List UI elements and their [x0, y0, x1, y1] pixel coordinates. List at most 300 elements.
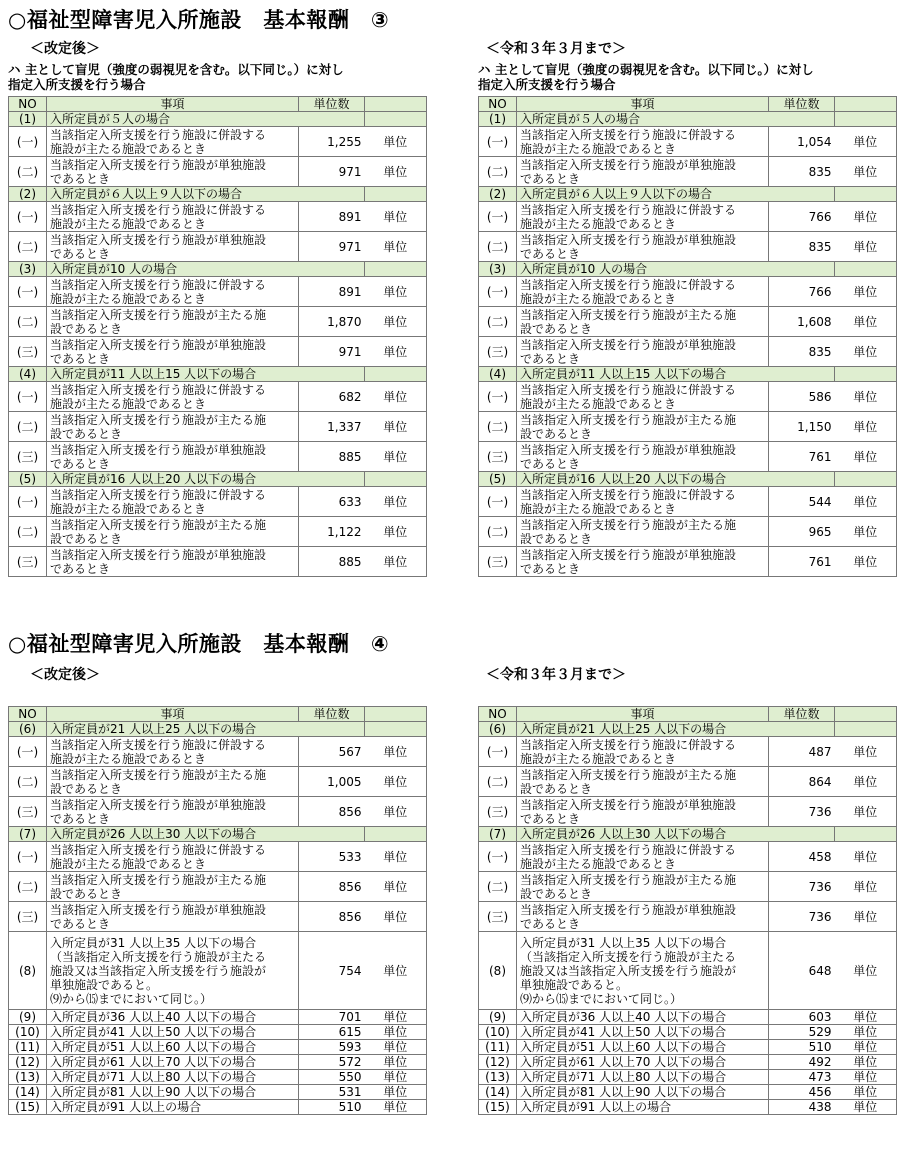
row-no: (二) — [479, 767, 517, 797]
row-unit-label: 単位 — [365, 1010, 427, 1025]
table-row — [479, 842, 897, 872]
row-description: 当該指定入所支援を行う施設に併設する 施設が主たる施設であるとき — [517, 202, 769, 232]
row-no: (14) — [479, 1085, 517, 1100]
group-blank — [835, 367, 897, 382]
table-row — [9, 442, 427, 472]
row-unit-label: 単位 — [365, 1085, 427, 1100]
row-unit-label: 単位 — [365, 1025, 427, 1040]
row-unit-count: 487 — [769, 737, 835, 767]
row-unit-label: 単位 — [835, 337, 897, 367]
table-row — [479, 202, 897, 232]
group-header-row — [9, 187, 427, 202]
group-no: (3) — [479, 262, 517, 277]
section3-caption-after — [8, 62, 344, 92]
group-blank — [835, 262, 897, 277]
table-row — [9, 382, 427, 412]
group-blank — [835, 187, 897, 202]
row-unit-label: 単位 — [365, 932, 427, 1010]
row-unit-count: 701 — [299, 1010, 365, 1025]
table-row — [479, 767, 897, 797]
row-no: (二) — [9, 412, 47, 442]
table-row — [9, 487, 427, 517]
group-blank — [835, 472, 897, 487]
col-header-units: 単位数 — [769, 97, 835, 112]
section4-before-label: ＜令和３年３月まで＞ — [486, 667, 626, 683]
col-header-units: 単位数 — [299, 97, 365, 112]
table-row — [479, 517, 897, 547]
row-unit-label: 単位 — [835, 202, 897, 232]
group-no: (6) — [479, 722, 517, 737]
col-header-item: 事項 — [517, 97, 769, 112]
row-unit-label: 単位 — [365, 902, 427, 932]
row-unit-label: 単位 — [365, 232, 427, 262]
table-row — [9, 232, 427, 262]
table-row — [9, 902, 427, 932]
col-header-item: 事項 — [47, 707, 299, 722]
table-row — [479, 547, 897, 577]
row-description: 当該指定入所支援を行う施設が主たる施 設であるとき — [517, 767, 769, 797]
row-unit-label: 単位 — [835, 412, 897, 442]
row-description: 当該指定入所支援を行う施設が単独施設 であるとき — [517, 157, 769, 187]
table-row — [479, 412, 897, 442]
table-row — [9, 767, 427, 797]
table-row — [9, 277, 427, 307]
section4-title: ○福祉型障害児入所施設 基本報酬 ④ — [8, 632, 390, 656]
row-no: (三) — [479, 442, 517, 472]
row-unit-label: 単位 — [365, 307, 427, 337]
row-unit-count: 856 — [299, 902, 365, 932]
caption-line: 指定入所支援を行う場合 — [478, 77, 616, 92]
table-row — [9, 157, 427, 187]
group-no: (5) — [9, 472, 47, 487]
section4-after-table — [8, 706, 427, 1115]
row-unit-count: 761 — [769, 547, 835, 577]
caption-line: ハ 主として盲児（強度の弱視児を含む。以下同じ。）に対し — [8, 62, 344, 77]
table-row — [479, 1025, 897, 1040]
row-unit-count: 1,122 — [299, 517, 365, 547]
table-row — [9, 1010, 427, 1025]
row-unit-count: 835 — [769, 337, 835, 367]
row-no: (三) — [479, 337, 517, 367]
row-no: (一) — [9, 487, 47, 517]
row-unit-count: 965 — [769, 517, 835, 547]
row-no: (三) — [9, 547, 47, 577]
row-no: (一) — [479, 737, 517, 767]
group-no: (1) — [9, 112, 47, 127]
row-unit-label: 単位 — [365, 842, 427, 872]
row-description: 当該指定入所支援を行う施設に併設する 施設が主たる施設であるとき — [47, 737, 299, 767]
row-description: 入所定員が51 人以上60 人以下の場合 — [47, 1040, 299, 1055]
row-description: 当該指定入所支援を行う施設が単独施設 であるとき — [47, 902, 299, 932]
row-unit-count: 1,054 — [769, 127, 835, 157]
group-blank — [365, 472, 427, 487]
table-row — [9, 127, 427, 157]
row-unit-label: 単位 — [835, 797, 897, 827]
group-no: (2) — [9, 187, 47, 202]
table-row — [479, 1010, 897, 1025]
group-label: 入所定員が21 人以上25 人以下の場合 — [47, 722, 365, 737]
group-blank — [835, 827, 897, 842]
row-unit-count: 544 — [769, 487, 835, 517]
row-unit-count: 971 — [299, 157, 365, 187]
row-no: (三) — [9, 797, 47, 827]
row-no: (10) — [479, 1025, 517, 1040]
row-unit-label: 単位 — [365, 157, 427, 187]
table-row — [479, 872, 897, 902]
row-unit-label: 単位 — [835, 1100, 897, 1115]
row-unit-count: 761 — [769, 442, 835, 472]
group-label: 入所定員が５人の場合 — [47, 112, 365, 127]
row-no: (一) — [479, 277, 517, 307]
row-description: 入所定員が81 人以上90 人以下の場合 — [517, 1085, 769, 1100]
row-unit-count: 456 — [769, 1085, 835, 1100]
row-no: (二) — [9, 517, 47, 547]
row-unit-count: 736 — [769, 902, 835, 932]
row-unit-count: 458 — [769, 842, 835, 872]
row-unit-label: 単位 — [835, 1040, 897, 1055]
col-header-blank — [835, 707, 897, 722]
row-unit-label: 単位 — [365, 442, 427, 472]
row-description: 当該指定入所支援を行う施設が主たる施 設であるとき — [47, 872, 299, 902]
caption-line: 指定入所支援を行う場合 — [8, 77, 146, 92]
table-row — [479, 307, 897, 337]
row-description: 当該指定入所支援を行う施設に併設する 施設が主たる施設であるとき — [47, 382, 299, 412]
col-header-blank — [365, 97, 427, 112]
group-no: (4) — [479, 367, 517, 382]
group-label: 入所定員が16 人以上20 人以下の場合 — [47, 472, 365, 487]
table-row — [9, 1070, 427, 1085]
row-no: (8) — [479, 932, 517, 1010]
group-no: (6) — [9, 722, 47, 737]
row-unit-count: 1,005 — [299, 767, 365, 797]
row-description: 入所定員が71 人以上80 人以下の場合 — [47, 1070, 299, 1085]
table-row — [9, 737, 427, 767]
group-header-row — [479, 722, 897, 737]
row-description: 当該指定入所支援を行う施設が単独施設 であるとき — [47, 442, 299, 472]
row-unit-label: 単位 — [365, 337, 427, 367]
group-header-row — [9, 722, 427, 737]
table-row — [9, 337, 427, 367]
group-label: 入所定員が６人以上９人以下の場合 — [47, 187, 365, 202]
row-description: 入所定員が41 人以上50 人以下の場合 — [517, 1025, 769, 1040]
group-no: (7) — [9, 827, 47, 842]
table-row — [9, 1055, 427, 1070]
row-unit-count: 586 — [769, 382, 835, 412]
row-unit-label: 単位 — [365, 487, 427, 517]
table-row — [479, 277, 897, 307]
row-unit-label: 単位 — [835, 737, 897, 767]
table-row — [9, 842, 427, 872]
header-row — [479, 97, 897, 112]
row-description: 当該指定入所支援を行う施設が単独施設 であるとき — [47, 157, 299, 187]
row-no: (二) — [9, 767, 47, 797]
table-row — [479, 157, 897, 187]
row-description: 入所定員が71 人以上80 人以下の場合 — [517, 1070, 769, 1085]
row-unit-count: 572 — [299, 1055, 365, 1070]
row-no: (二) — [9, 157, 47, 187]
row-no: (一) — [479, 487, 517, 517]
row-unit-count: 682 — [299, 382, 365, 412]
row-no: (一) — [9, 737, 47, 767]
group-header-row — [479, 112, 897, 127]
row-unit-count: 510 — [299, 1100, 365, 1115]
row-unit-count: 835 — [769, 157, 835, 187]
row-unit-label: 単位 — [835, 902, 897, 932]
group-header-row — [9, 367, 427, 382]
group-no: (7) — [479, 827, 517, 842]
row-no: (二) — [479, 232, 517, 262]
row-unit-count: 615 — [299, 1025, 365, 1040]
row-description: 入所定員が31 人以上35 人以下の場合 （当該指定入所支援を行う施設が主たる 施設又は当該指定入所支援を行う施設が 単独施設であると。 ⑼から⒂までにおいて同じ。） — [47, 932, 299, 1010]
group-label: 入所定員が６人以上９人以下の場合 — [517, 187, 835, 202]
row-description: 当該指定入所支援を行う施設が単独施設 であるとき — [47, 232, 299, 262]
row-unit-label: 単位 — [835, 1085, 897, 1100]
section3-caption-before — [478, 62, 814, 92]
row-description: 入所定員が91 人以上の場合 — [517, 1100, 769, 1115]
section3-before-label: ＜令和３年３月まで＞ — [486, 41, 626, 57]
table-row — [479, 487, 897, 517]
group-header-row — [9, 262, 427, 277]
row-description: 入所定員が91 人以上の場合 — [47, 1100, 299, 1115]
table-row — [9, 1085, 427, 1100]
row-no: (二) — [479, 157, 517, 187]
row-unit-label: 単位 — [835, 1055, 897, 1070]
table-row — [9, 202, 427, 232]
section3-after-label: ＜改定後＞ — [30, 41, 100, 57]
group-blank — [365, 112, 427, 127]
row-no: (一) — [479, 127, 517, 157]
col-header-no: NO — [479, 707, 517, 722]
row-no: (10) — [9, 1025, 47, 1040]
row-description: 当該指定入所支援を行う施設に併設する 施設が主たる施設であるとき — [47, 202, 299, 232]
row-unit-count: 492 — [769, 1055, 835, 1070]
row-unit-count: 891 — [299, 202, 365, 232]
row-no: (一) — [479, 842, 517, 872]
group-label: 入所定員が11 人以上15 人以下の場合 — [47, 367, 365, 382]
col-header-units: 単位数 — [769, 707, 835, 722]
row-unit-count: 1,150 — [769, 412, 835, 442]
row-description: 当該指定入所支援を行う施設が主たる施 設であるとき — [517, 517, 769, 547]
group-header-row — [479, 367, 897, 382]
row-no: (一) — [9, 842, 47, 872]
row-unit-count: 438 — [769, 1100, 835, 1115]
row-no: (8) — [9, 932, 47, 1010]
table-row — [9, 797, 427, 827]
table-row — [479, 737, 897, 767]
row-no: (一) — [9, 127, 47, 157]
row-unit-label: 単位 — [365, 797, 427, 827]
row-description: 当該指定入所支援を行う施設に併設する 施設が主たる施設であるとき — [47, 487, 299, 517]
row-unit-count: 531 — [299, 1085, 365, 1100]
table-row — [9, 307, 427, 337]
row-unit-count: 754 — [299, 932, 365, 1010]
section3-before-table — [478, 96, 897, 577]
row-no: (一) — [479, 202, 517, 232]
row-description: 当該指定入所支援を行う施設が単独施設 であるとき — [47, 337, 299, 367]
row-description: 入所定員が31 人以上35 人以下の場合 （当該指定入所支援を行う施設が主たる 施設又は当該指定入所支援を行う施設が 単独施設であると。 ⑼から⒂までにおいて同じ。） — [517, 932, 769, 1010]
row-unit-label: 単位 — [835, 232, 897, 262]
row-description: 入所定員が41 人以上50 人以下の場合 — [47, 1025, 299, 1040]
row-description: 入所定員が81 人以上90 人以下の場合 — [47, 1085, 299, 1100]
row-unit-label: 単位 — [835, 487, 897, 517]
row-description: 当該指定入所支援を行う施設に併設する 施設が主たる施設であるとき — [517, 737, 769, 767]
group-header-row — [479, 187, 897, 202]
row-no: (一) — [9, 202, 47, 232]
row-description: 当該指定入所支援を行う施設に併設する 施設が主たる施設であるとき — [47, 277, 299, 307]
row-unit-count: 593 — [299, 1040, 365, 1055]
row-description: 当該指定入所支援を行う施設が単独施設 であるとき — [517, 797, 769, 827]
section3-title: ○福祉型障害児入所施設 基本報酬 ③ — [8, 8, 390, 32]
row-no: (15) — [9, 1100, 47, 1115]
group-no: (5) — [479, 472, 517, 487]
table-row — [9, 932, 427, 1010]
row-unit-count: 550 — [299, 1070, 365, 1085]
table-row — [479, 337, 897, 367]
table-row — [9, 1100, 427, 1115]
row-no: (三) — [9, 902, 47, 932]
col-header-units: 単位数 — [299, 707, 365, 722]
group-blank — [835, 112, 897, 127]
group-blank — [365, 722, 427, 737]
table-row — [479, 1055, 897, 1070]
row-unit-label: 単位 — [835, 1010, 897, 1025]
row-unit-count: 971 — [299, 337, 365, 367]
row-unit-label: 単位 — [365, 547, 427, 577]
row-unit-count: 835 — [769, 232, 835, 262]
row-unit-label: 単位 — [835, 382, 897, 412]
group-label: 入所定員が26 人以上30 人以下の場合 — [517, 827, 835, 842]
row-unit-label: 単位 — [835, 1070, 897, 1085]
row-no: (二) — [9, 232, 47, 262]
row-unit-count: 856 — [299, 872, 365, 902]
row-unit-label: 単位 — [835, 842, 897, 872]
col-header-no: NO — [9, 97, 47, 112]
table-row — [479, 902, 897, 932]
col-header-item: 事項 — [47, 97, 299, 112]
row-unit-count: 864 — [769, 767, 835, 797]
table-row — [479, 1085, 897, 1100]
row-description: 当該指定入所支援を行う施設に併設する 施設が主たる施設であるとき — [517, 382, 769, 412]
group-header-row — [479, 472, 897, 487]
row-unit-count: 1,870 — [299, 307, 365, 337]
row-unit-count: 603 — [769, 1010, 835, 1025]
row-no: (11) — [9, 1040, 47, 1055]
section4-after-label: ＜改定後＞ — [30, 667, 100, 683]
group-label: 入所定員が５人の場合 — [517, 112, 835, 127]
row-no: (三) — [9, 442, 47, 472]
row-unit-count: 510 — [769, 1040, 835, 1055]
row-unit-label: 単位 — [835, 157, 897, 187]
row-unit-count: 529 — [769, 1025, 835, 1040]
group-no: (2) — [479, 187, 517, 202]
row-unit-count: 736 — [769, 872, 835, 902]
row-description: 当該指定入所支援を行う施設に併設する 施設が主たる施設であるとき — [517, 127, 769, 157]
group-no: (3) — [9, 262, 47, 277]
row-description: 入所定員が61 人以上70 人以下の場合 — [47, 1055, 299, 1070]
header-row — [479, 707, 897, 722]
group-label: 入所定員が26 人以上30 人以下の場合 — [47, 827, 365, 842]
row-description: 当該指定入所支援を行う施設が単独施設 であるとき — [517, 547, 769, 577]
row-no: (9) — [479, 1010, 517, 1025]
row-no: (二) — [479, 517, 517, 547]
row-no: (三) — [479, 797, 517, 827]
row-no: (三) — [479, 547, 517, 577]
table-row — [479, 932, 897, 1010]
row-description: 当該指定入所支援を行う施設が主たる施 設であるとき — [47, 767, 299, 797]
row-description: 当該指定入所支援を行う施設に併設する 施設が主たる施設であるとき — [517, 277, 769, 307]
group-no: (4) — [9, 367, 47, 382]
group-label: 入所定員が10 人の場合 — [47, 262, 365, 277]
group-blank — [365, 262, 427, 277]
row-description: 当該指定入所支援を行う施設に併設する 施設が主たる施設であるとき — [517, 487, 769, 517]
row-no: (二) — [479, 872, 517, 902]
row-description: 当該指定入所支援を行う施設が主たる施 設であるとき — [47, 412, 299, 442]
row-unit-label: 単位 — [365, 382, 427, 412]
row-no: (15) — [479, 1100, 517, 1115]
table-row — [9, 1040, 427, 1055]
row-unit-count: 1,608 — [769, 307, 835, 337]
row-unit-label: 単位 — [365, 1070, 427, 1085]
row-unit-count: 1,337 — [299, 412, 365, 442]
row-unit-label: 単位 — [365, 202, 427, 232]
row-description: 当該指定入所支援を行う施設が単独施設 であるとき — [517, 442, 769, 472]
row-unit-label: 単位 — [835, 127, 897, 157]
group-blank — [365, 187, 427, 202]
table-row — [9, 547, 427, 577]
row-unit-label: 単位 — [365, 1040, 427, 1055]
table-row — [479, 232, 897, 262]
row-description: 当該指定入所支援を行う施設が単独施設 であるとき — [517, 232, 769, 262]
row-unit-count: 891 — [299, 277, 365, 307]
row-unit-count: 1,255 — [299, 127, 365, 157]
row-no: (14) — [9, 1085, 47, 1100]
row-description: 当該指定入所支援を行う施設が主たる施 設であるとき — [517, 872, 769, 902]
row-unit-label: 単位 — [365, 517, 427, 547]
row-unit-label: 単位 — [835, 277, 897, 307]
table-row — [479, 127, 897, 157]
row-unit-count: 971 — [299, 232, 365, 262]
row-unit-label: 単位 — [835, 547, 897, 577]
row-unit-count: 856 — [299, 797, 365, 827]
table-row — [479, 1070, 897, 1085]
row-description: 入所定員が61 人以上70 人以下の場合 — [517, 1055, 769, 1070]
section4-before-table — [478, 706, 897, 1115]
row-description: 当該指定入所支援を行う施設に併設する 施設が主たる施設であるとき — [47, 127, 299, 157]
group-header-row — [9, 112, 427, 127]
table-row — [479, 1100, 897, 1115]
row-no: (三) — [9, 337, 47, 367]
row-unit-label: 単位 — [365, 737, 427, 767]
table-row — [9, 872, 427, 902]
col-header-no: NO — [479, 97, 517, 112]
table-row — [479, 797, 897, 827]
row-description: 当該指定入所支援を行う施設が主たる施 設であるとき — [47, 517, 299, 547]
row-unit-count: 885 — [299, 442, 365, 472]
row-description: 当該指定入所支援を行う施設が主たる施 設であるとき — [47, 307, 299, 337]
group-header-row — [9, 827, 427, 842]
row-unit-count: 633 — [299, 487, 365, 517]
row-description: 当該指定入所支援を行う施設が単独施設 であるとき — [517, 902, 769, 932]
table-row — [479, 382, 897, 412]
row-no: (一) — [9, 277, 47, 307]
row-no: (一) — [479, 382, 517, 412]
col-header-blank — [365, 707, 427, 722]
row-description: 当該指定入所支援を行う施設が単独施設 であるとき — [517, 337, 769, 367]
table-row — [479, 442, 897, 472]
section3-after-table — [8, 96, 427, 577]
row-no: (一) — [9, 382, 47, 412]
row-description: 入所定員が51 人以上60 人以下の場合 — [517, 1040, 769, 1055]
